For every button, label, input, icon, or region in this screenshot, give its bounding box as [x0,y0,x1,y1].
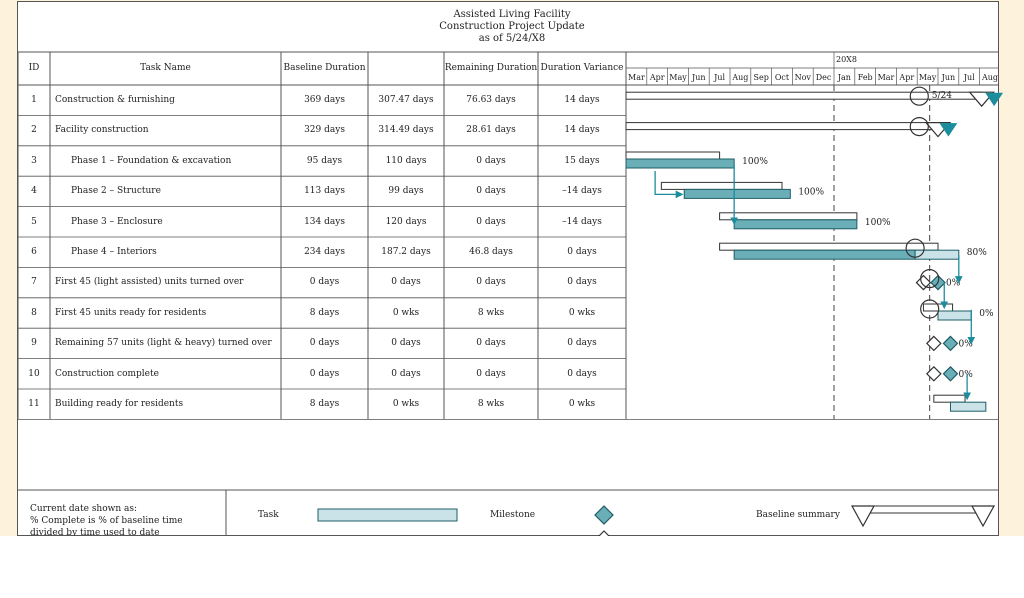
actual-duration: 307.47 days [378,95,434,105]
legend-baseline-summary-start-cap [852,506,874,526]
month-label: Jul [714,73,726,82]
task-id: 10 [28,368,40,379]
status-marker-label: 5/24 [931,91,952,102]
duration-variance: 0 days [567,247,597,257]
duration-variance: –14 days [562,186,602,197]
legend-note-1: Current date shown as: [30,504,138,514]
task-name: Phase 4 – Interiors [71,247,157,257]
duration-variance: 14 days [564,95,600,105]
duration-variance: 0 days [567,277,597,288]
legend-note-3: divided by time used to date [30,528,160,536]
actual-duration: 187.2 days [381,247,431,257]
column-header-duration-variance: Duration Variance [540,63,624,73]
status-date: as of 5/24/X8 [478,33,546,44]
remaining-duration: 0 days [476,368,506,379]
actual-duration: 120 days [385,216,427,227]
task-id: 1 [31,95,37,105]
task-id: 3 [31,155,37,166]
task-name: Building ready for residents [55,399,184,409]
actual-duration: 99 days [388,186,424,197]
month-label: Aug [981,73,999,82]
task-id: 2 [31,125,37,136]
legend-milestone-label: Milestone [490,510,536,520]
legend-baseline-summary-label: Baseline summary [756,510,840,520]
baseline-bar [661,182,782,189]
legend-baseline-summary-end-cap [972,506,994,526]
actual-duration: 0 wks [392,399,420,409]
task-id: 8 [31,307,37,318]
remaining-duration: 0 days [476,216,506,227]
task-id: 7 [31,277,37,288]
column-header-id: ID [28,63,40,73]
remaining-duration: 76.63 days [466,95,516,105]
percent-complete-label: 0% [958,369,973,380]
baseline-milestone [927,367,941,381]
duration-variance: 14 days [564,125,600,136]
month-label: Jun [692,73,706,82]
task-bar [684,189,790,198]
month-label: Apr [899,73,915,82]
baseline-duration: 329 days [304,125,345,136]
remaining-duration: 46.8 days [469,247,513,257]
task-id: 6 [31,247,37,257]
remaining-duration: 0 days [476,277,506,288]
task-name: Construction complete [55,368,159,379]
baseline-duration: 0 days [309,277,340,288]
task-bar [938,311,971,320]
baseline-duration: 8 days [309,307,340,318]
task-progress-bar [734,250,915,259]
summary-end-marker [986,93,1002,105]
task-id: 5 [31,216,37,227]
timeline-year: 20X8 [836,55,857,64]
task-name: Phase 2 – Structure [71,186,161,197]
percent-complete-label: 0% [979,309,994,319]
actual-duration: 314.49 days [378,125,434,136]
remaining-duration: 28.61 days [466,125,516,136]
percent-complete-label: 100% [798,187,825,198]
month-label: Jun [941,73,956,82]
chart-title: Assisted Living Facility [453,9,571,20]
baseline-duration: 234 days [304,247,345,257]
month-label: Aug [732,73,749,82]
month-label: Dec [815,73,832,82]
task-name: Phase 3 – Enclosure [71,216,163,227]
month-label: Feb [857,73,873,82]
legend-baseline-milestone-swatch [598,531,610,536]
task-bar [950,402,985,411]
task-bar [626,159,734,168]
baseline-bar [720,213,857,220]
percent-complete-label: 100% [864,217,891,228]
baseline-bar [626,152,720,159]
duration-variance: 0 wks [568,399,596,409]
actual-duration: 0 days [391,368,421,379]
task-name: Phase 1 – Foundation & excavation [71,155,232,166]
month-label: May [918,73,937,82]
baseline-duration: 113 days [304,186,345,197]
baseline-bar [934,395,965,402]
remaining-duration: 8 wks [477,307,505,318]
actual-duration: 0 days [391,277,421,288]
duration-variance: 0 days [567,368,597,379]
actual-duration: 0 wks [392,307,420,318]
month-label: Apr [649,73,665,82]
baseline-duration: 369 days [304,95,345,105]
month-label: Sep [753,73,769,82]
actual-duration: 0 days [391,338,421,349]
duration-variance: –14 days [562,216,602,227]
remaining-duration: 0 days [476,338,506,349]
chart-subtitle: Construction Project Update [439,21,585,32]
duration-variance: 0 wks [568,307,596,318]
baseline-milestone [927,336,941,350]
actual-duration: 110 days [385,155,427,166]
task-name: First 45 (light assisted) units turned over [55,277,244,288]
baseline-bar [720,243,938,250]
task-name: First 45 units ready for residents [55,307,207,318]
column-header-baseline-duration: Baseline Duration [283,63,366,73]
task-id: 11 [28,399,40,409]
percent-complete-label: 0% [958,339,973,350]
task-name: Construction & furnishing [55,95,175,105]
legend-baseline-summary-swatch [858,506,984,513]
task-id: 4 [31,186,37,197]
month-label: Jan [837,73,851,82]
month-label: Nov [794,73,811,82]
remaining-duration: 8 wks [477,399,505,409]
legend-milestone-swatch [595,506,613,524]
month-label: Mar [628,73,645,82]
remaining-duration: 0 days [476,186,506,197]
duration-variance: 15 days [564,155,600,166]
baseline-duration: 95 days [306,155,343,166]
remaining-duration: 0 days [476,155,506,166]
duration-variance: 0 days [567,338,597,349]
baseline-duration: 134 days [304,216,345,227]
task-id: 9 [31,338,37,349]
task-bar [734,220,857,229]
percent-complete-label: 100% [742,157,768,167]
percent-complete-label: 0% [946,278,961,289]
month-label: Oct [774,73,790,82]
task-name: Remaining 57 units (light & heavy) turned over [55,338,272,349]
baseline-duration: 8 days [309,399,340,409]
baseline-summary-bar [626,123,938,130]
task-name: Facility construction [55,125,149,136]
column-header-remaining-duration: Remaining Duration [444,63,538,73]
column-header-task-name: Task Name [140,63,191,73]
month-label: May [669,73,687,82]
baseline-duration: 0 days [309,338,340,349]
month-label: Mar [877,73,895,82]
percent-complete-label: 80% [966,248,987,259]
legend-task-swatch [318,509,457,521]
legend-note-2: % Complete is % of baseline time [30,516,183,526]
milestone-marker [943,336,957,350]
month-label: Jul [963,73,975,82]
legend-task-label: Task [258,510,279,520]
baseline-duration: 0 days [309,368,340,379]
milestone-marker [943,367,957,381]
